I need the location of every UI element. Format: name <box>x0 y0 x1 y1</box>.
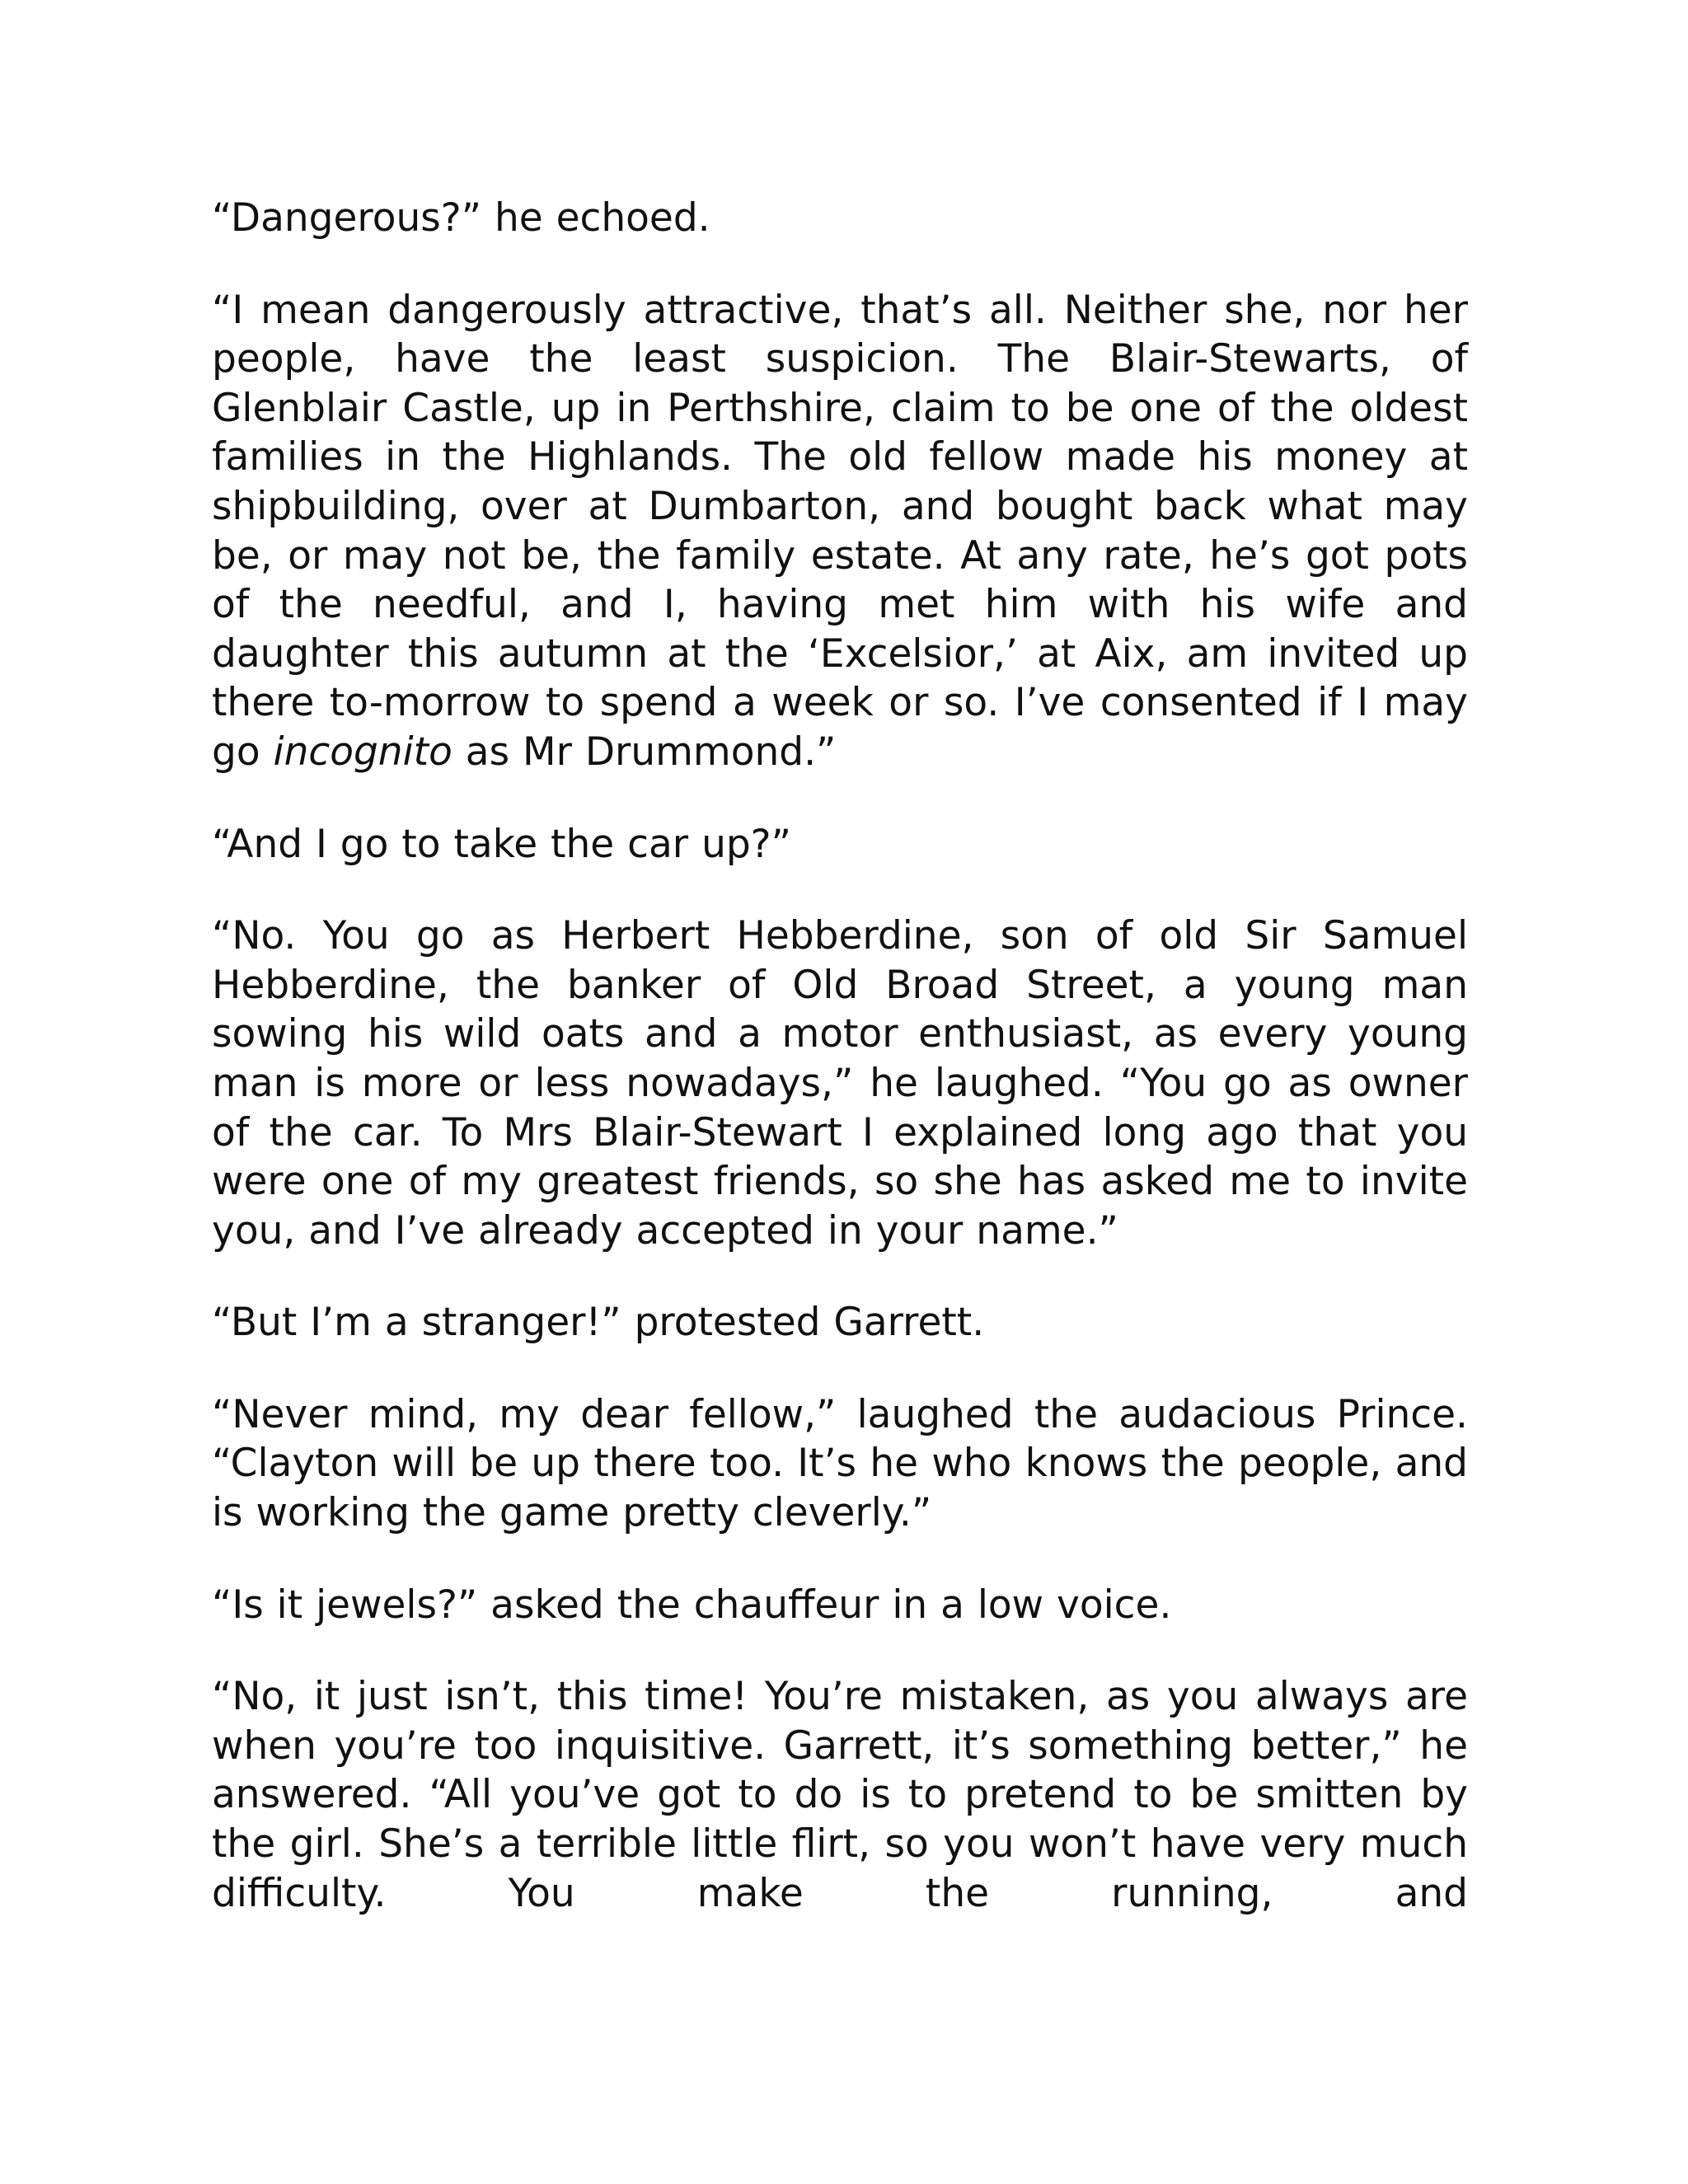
paragraph-2 <box>212 286 1468 777</box>
paragraph-3: “And I go to take the car up?” <box>212 821 791 867</box>
paragraph-5: “But I’m a stranger!” protested Garrett. <box>212 1300 985 1346</box>
paragraph-2-tail: as Mr Drummond.” <box>452 729 837 775</box>
italic-word: incognito <box>273 729 452 775</box>
paragraph-4: “No. You go as Herbert Hebberdine, son of old Sir Samuel Hebberdine, the banker of Old Broad Street, a young man sowing his wild oats and a motor enthusiast, as every young man is more or less nowadays,” he laughed. “You go as owner of the car. To Mrs Blair-Stewart I explained long ago that you were one of my greatest friends, so she has asked me to invite you, and I’ve already accepted in your name.” <box>212 913 1468 1254</box>
text-column <box>212 194 1468 1961</box>
paragraph-7: “Is it jewels?” asked the chauffeur in a low voice. <box>212 1582 1172 1628</box>
paragraph-8: “No, it just isn’t, this time! You’re mistaken, as you always are when you’re too inquisitive. Garrett, it’s something better,” he answered. “All you’ve got to do is to pretend to be smitten by the girl. She’s a terrible little flirt, so you won’t have very much difficulty. You make the running, and <box>212 1674 1468 1916</box>
paragraph-6: “Never mind, my dear fellow,” laughed the audacious Prince. “Clayton will be up there too. It’s he who knows the people, and is working the game pretty cleverly.” <box>212 1391 1468 1536</box>
paragraph-1: “Dangerous?” he echoed. <box>212 195 710 241</box>
paragraph-2-text: “I mean dangerously attractive, that’s all. Neither she, nor her people, have the least suspicion. The Blair-Stewarts, of Glenblair Castle, up in Perthshire, claim to be one of the oldest families in the Highlands. The old fellow made his money at shipbuilding, over at Dumbarton, and bought back what may be, or may not be, the family estate. At any rate, he’s got pots of the needful, and I, having met him with his wife and daughter this autumn at the ‘Excelsior,’ at Aix, am invited up there to-morrow to spend a week or so. I’ve consented if I may go <box>212 287 1468 775</box>
